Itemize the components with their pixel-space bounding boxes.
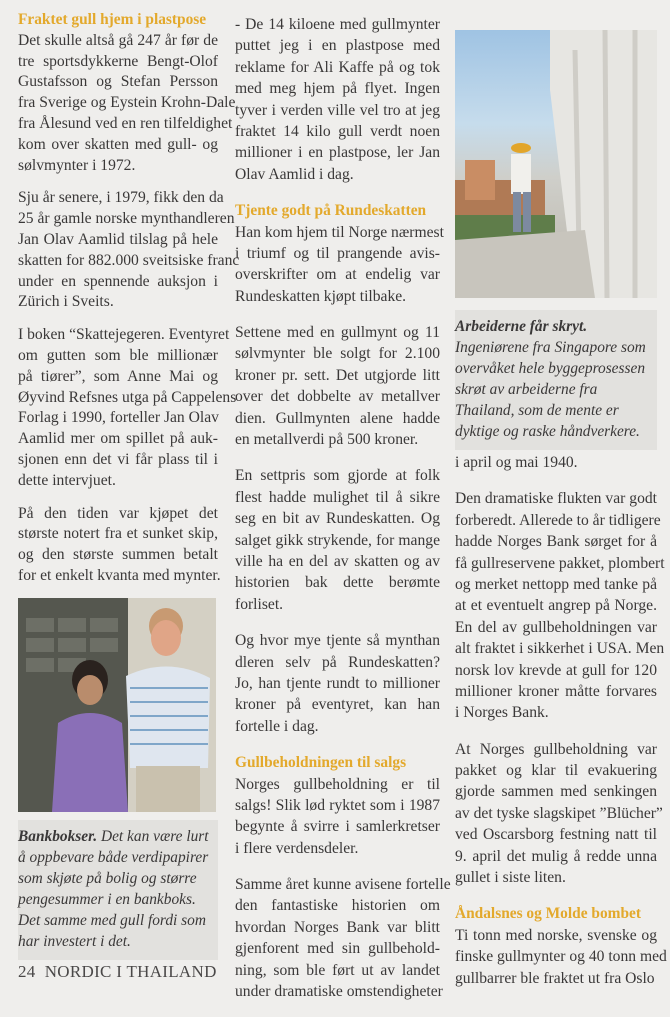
- text-line: ning, som ble ført ut av landet: [235, 961, 440, 979]
- text-line: Aamlid mer om spillet på auk-: [18, 430, 218, 448]
- caption-text: Det kan være lurt å oppbevare både verdipapirer som skjøte på bolig og større pengesummer i en bankboks. Det samme med gull fordi som har investert i det.: [18, 828, 209, 950]
- text-line: kom over skatten med gull- og: [18, 135, 218, 153]
- text-line: Han kom hjem til Norge nærmest: [235, 223, 444, 241]
- text-line: under en spennende auksjon i: [18, 272, 218, 290]
- section-heading: Gullbeholdningen til salgs: [235, 754, 407, 772]
- text-line: på tiører”, som Anne Mai og: [18, 367, 218, 385]
- caption-title: Bankbokser.: [18, 828, 98, 845]
- text-line: og den største summen betalt: [18, 546, 218, 564]
- text-line: På den tiden var kjøpet det: [18, 504, 218, 522]
- paragraph: [235, 874, 451, 1002]
- text-line: sjonen enn det vi får plass til i: [18, 450, 218, 468]
- text-line: flest hadde mulighet til å sikre: [235, 488, 440, 506]
- text-line: begynte å svirre i samlerkretser: [235, 818, 440, 836]
- paragraph: [235, 465, 440, 615]
- paragraph-with-heading: [235, 752, 440, 859]
- text-line: tyver i verden ville vel tro at jeg: [235, 101, 440, 119]
- text-line: fortelle i dag.: [235, 717, 319, 735]
- text-line: om gutten som ble millionær: [18, 346, 218, 364]
- photo-caption: [455, 310, 657, 450]
- text-line: At Norges gullbeholdning var: [455, 740, 657, 758]
- text-line: Norges gullbeholdning er til: [235, 775, 440, 793]
- text-line: seg en bit av Rundeskatten. Og: [235, 510, 440, 528]
- photo-illustration: [455, 30, 657, 298]
- text-line: sølvmynter i 1972.: [18, 156, 136, 174]
- bank-vault-photo: [18, 598, 216, 812]
- text-line: den fantastiske historien om: [235, 897, 440, 915]
- text-line: fra Ålesund ved en ren tilfeldighet: [18, 114, 233, 132]
- publication-name: NORDIC I THAILAND: [44, 962, 217, 981]
- text-line: En del av gullbeholdningen var: [455, 618, 657, 636]
- paragraph: [18, 325, 237, 491]
- text-line: norsk lov krevde at gull for 120: [455, 661, 657, 679]
- text-line: dleren selv på Rundeskatten?: [235, 653, 440, 671]
- text-line: finske gullmynter og 40 tonn med: [455, 948, 667, 966]
- text-line: i triumf og til prangende avis-: [235, 244, 440, 262]
- text-line: I boken “Skattejegeren. Eventyret: [18, 326, 230, 344]
- text-line: i april og mai 1940.: [455, 454, 578, 471]
- text-line: Jo, han tjente rundt to millioner: [235, 674, 440, 692]
- text-line: overskrifter om at endelig var: [235, 266, 440, 284]
- text-line: forliset.: [235, 595, 284, 613]
- text-line: over det dobbelte av metallver: [235, 388, 440, 406]
- section-heading: Fraktet gull hjem i plastpose: [18, 11, 207, 28]
- text-line: kroner pr. sett. Det utgjorde litt: [235, 366, 440, 384]
- text-line: og merket nettopp med tanke på: [455, 575, 657, 593]
- text-line: Og hvor mye tjente så mynthan: [235, 632, 440, 650]
- text-line: ved Oscarsborg festning natt til: [455, 826, 657, 844]
- section-heading: Tjente godt på Rundeskatten: [235, 202, 427, 220]
- text-line: reklame for Ali Kaffe på og tok: [235, 58, 440, 76]
- text-line: få gullreservene pakket, plombert: [455, 554, 665, 572]
- paragraph: [235, 322, 440, 450]
- text-line: Gustafsson og Stefan Persson: [18, 73, 218, 91]
- text-line: i flere verdensdeler.: [235, 839, 359, 857]
- text-line: Øyvind Refsnes utga på Cappelens: [18, 388, 237, 406]
- caption-title: Arbeiderne får skryt.: [455, 318, 588, 335]
- photo-caption: [18, 820, 218, 960]
- text-line: fraktet 14 kilo gull verdt noen: [235, 122, 440, 140]
- paragraph: [455, 452, 657, 473]
- text-line: Ti tonn med norske, svenske og: [455, 926, 657, 944]
- paragraph: [235, 630, 440, 737]
- text-line: skatten for 882.000 sveitsiske franc: [18, 251, 240, 269]
- text-line: gullet i siste liten.: [455, 869, 566, 887]
- text-line: kroner på eventyret, kan han: [235, 696, 440, 714]
- column-1: [18, 10, 240, 599]
- paragraph: [18, 188, 240, 313]
- page-number: 24: [18, 962, 36, 981]
- section-heading: Åndalsnes og Molde bombet: [455, 905, 641, 923]
- paragraph-body: [235, 222, 444, 308]
- paragraph-body: [235, 774, 440, 860]
- text-line: at et eventuelt angrep på Norge.: [455, 597, 657, 615]
- paragraph: [455, 739, 663, 889]
- text-line: salget gikk strykende, for mange: [235, 531, 440, 549]
- column-2: [235, 14, 451, 1017]
- paragraph: [455, 488, 665, 723]
- text-line: salgs! Slik lød ryktet som i 1987: [235, 796, 440, 814]
- text-line: Den dramatiske flukten var godt: [455, 490, 657, 508]
- text-line: under dramatiske omstendigheter: [235, 983, 443, 1001]
- text-line: fra Sverige og Eystein Krohn-Dale: [18, 94, 236, 112]
- text-line: Olav Aamlid i dag.: [235, 165, 354, 183]
- text-line: en metallverdi på 500 kroner.: [235, 431, 419, 449]
- paragraph-with-heading: [455, 903, 667, 989]
- text-line: gullbarrer ble fraktet ut fra Oslo: [455, 969, 655, 987]
- text-line: Sju år senere, i 1979, fikk den da: [18, 189, 224, 207]
- text-line: gjenforent med sin gullbehold-: [235, 940, 440, 958]
- photo-illustration: [18, 598, 216, 812]
- column-3: [455, 452, 667, 1004]
- text-line: millioner i en plastpose, ler Jan: [235, 144, 440, 162]
- text-line: Samme året kunne avisene fortelle: [235, 876, 451, 894]
- text-line: millioner kroner måtte forvares: [455, 682, 657, 700]
- text-line: En settpris som gjorde at folk: [235, 467, 440, 485]
- text-line: puttet jeg i en plastpose med: [235, 37, 440, 55]
- text-line: tre sportsdykkerne Bengt-Olof: [18, 52, 218, 70]
- text-line: hadde Norges Bank sørget for å: [455, 533, 657, 551]
- text-line: dien. Gullmynten alene hadde: [235, 409, 440, 427]
- text-line: Settene med en gullmynt og 11: [235, 324, 440, 342]
- text-line: i Norges Bank.: [455, 704, 549, 722]
- text-line: største notert fra et sunket skip,: [18, 525, 218, 543]
- text-line: hvordan Norges Bank var blitt: [235, 918, 440, 936]
- text-line: Det skulle altså gå 247 år før de: [18, 31, 218, 49]
- paragraph-body: [455, 925, 667, 989]
- text-line: historien bak dette berømte: [235, 574, 440, 592]
- paragraph: [18, 504, 221, 587]
- text-line: dette intervjuet.: [18, 471, 116, 489]
- text-line: alt fraktet i sikkerhet i USA. Men: [455, 640, 665, 658]
- text-line: Zürich i Sveits.: [18, 293, 114, 311]
- paragraph: [235, 14, 440, 185]
- text-line: Forlag i 1990, forteller Jan Olav: [18, 409, 219, 427]
- text-line: Rundeskatten kjøpt tilbake.: [235, 287, 407, 305]
- text-line: 9. april det mulig å redde unna: [455, 847, 657, 865]
- text-line: Jan Olav Aamlid tilslag på hele: [18, 230, 218, 248]
- text-line: - De 14 kiloene med gullmynter: [235, 16, 440, 33]
- text-line: for et enkelt kvanta med mynter.: [18, 566, 221, 584]
- paragraph: [18, 31, 236, 177]
- text-line: 25 år gamle norske mynthandleren: [18, 210, 235, 228]
- paragraph-with-heading: [235, 200, 444, 307]
- text-line: forberedt. Allerede to år tidligere: [455, 511, 661, 529]
- page-footer: [18, 962, 217, 982]
- construction-worker-photo: [455, 30, 657, 298]
- text-line: med meg hjem på flyet. Ingen: [235, 80, 440, 98]
- text-line: sølvmynter ble solgt for 2.100: [235, 345, 440, 363]
- text-line: av det tyske slagskipet ”Blücher”: [455, 804, 663, 822]
- text-line: gjorde sammen med senkingen: [455, 783, 657, 801]
- text-line: pakket og klar til evakuering: [455, 762, 657, 780]
- text-line: ville ha en del av skatten og av: [235, 553, 440, 570]
- caption-text: Ingeniørene fra Singapore som overvåket hele byggeprosessen skrøt av arbeiderne fra Thailand, som de mente er dyktige og raske håndverkere.: [455, 339, 646, 440]
